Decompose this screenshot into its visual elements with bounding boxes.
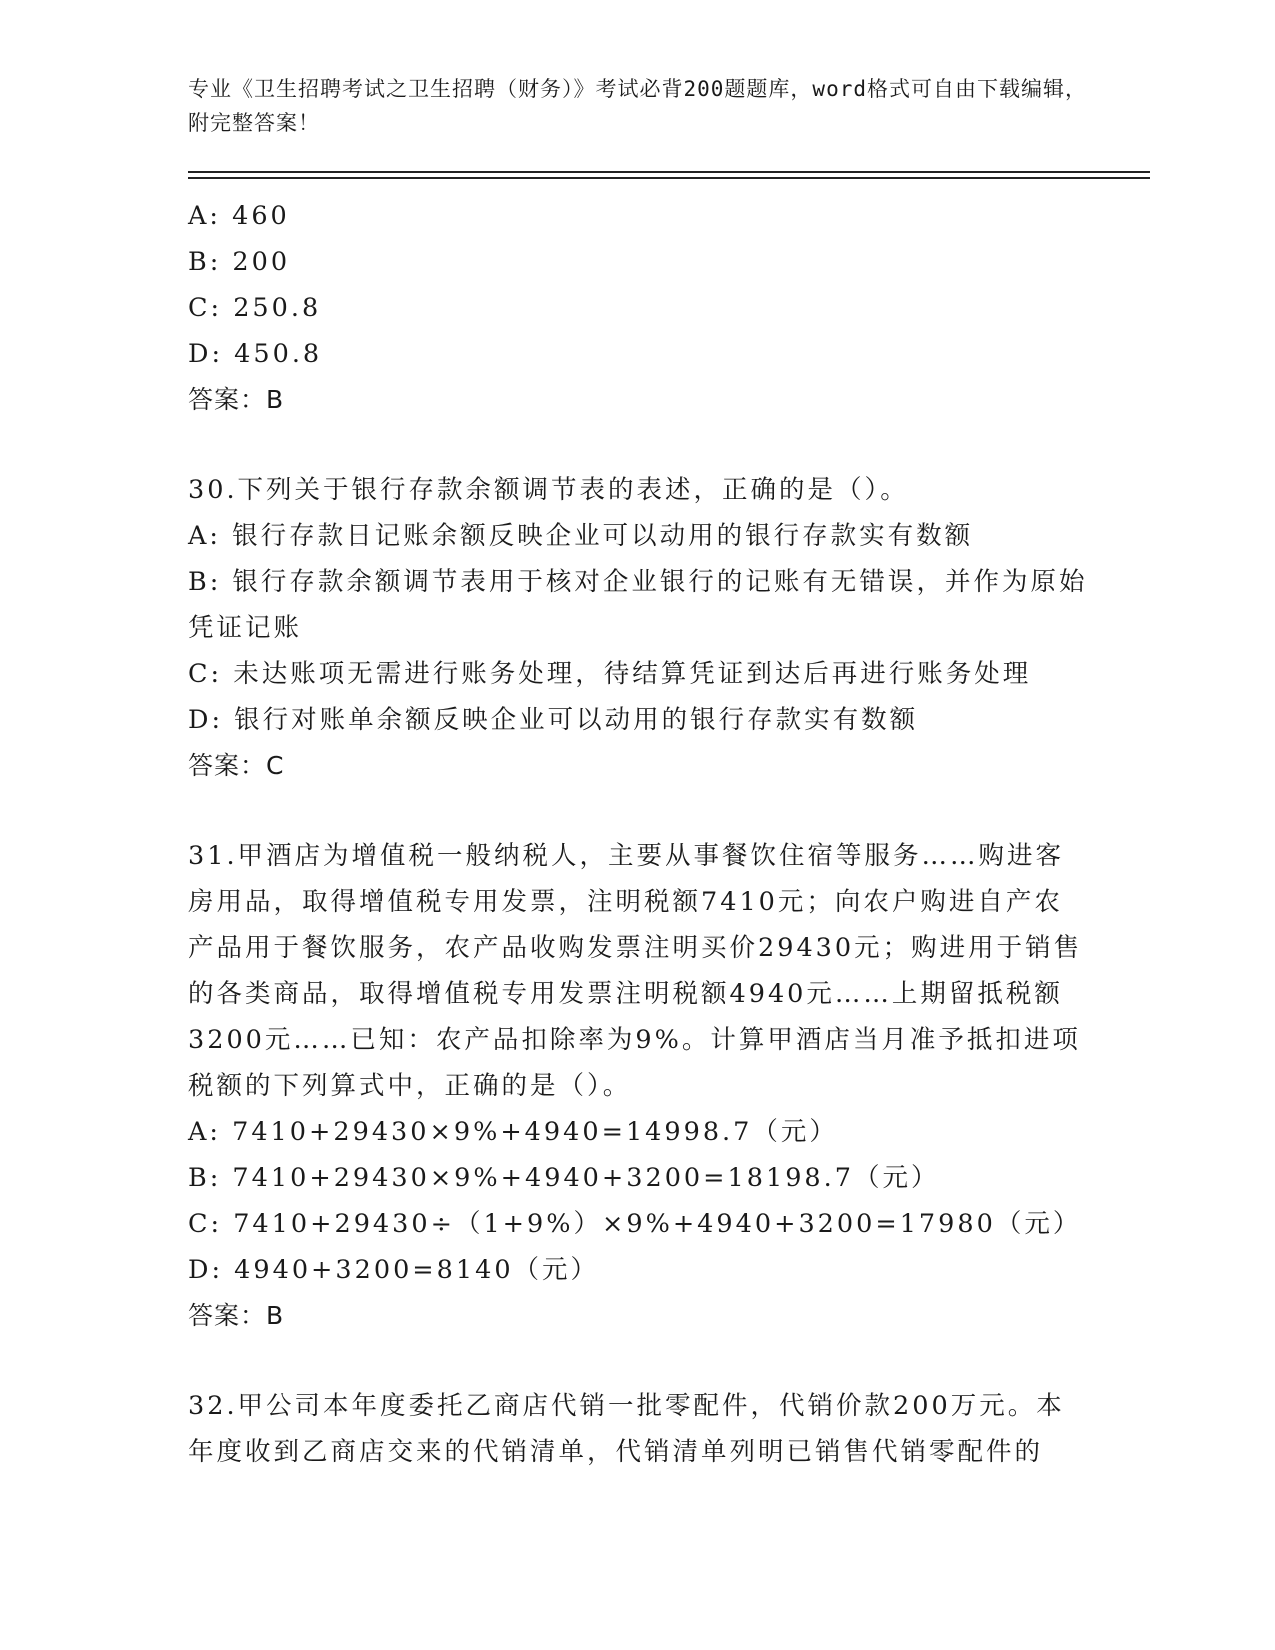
q30-answer: 答案：C: [188, 751, 285, 780]
q29-option-c: C: 250.8: [188, 293, 322, 323]
q31-option-a: A: 7410+29430×9%+4940=14998.7（元）: [188, 1117, 838, 1147]
q30-option-a: A: 银行存款日记账余额反映企业可以动用的银行存款实有数额: [188, 521, 974, 551]
question-30-block: [188, 467, 1088, 789]
document-body: [188, 193, 1088, 1475]
q31-stem: 31.甲酒店为增值税一般纳税人，主要从事餐饮住宿等服务……购进客房用品，取得增值税专用发票，注明税额7410元；向农户购进自产农产品用于餐饮服务，农产品收购发票注明买价29430元；购进用于销售的各类商品，取得增值税专用发票注明税额4940元……上期留抵税额3200元……已知：农产品扣除率为9%。计算甲酒店当月准予抵扣进项税额的下列算式中，正确的是（）。: [188, 841, 1083, 1101]
q29-option-d: D: 450.8: [188, 339, 323, 369]
q31-answer: 答案：B: [188, 1301, 285, 1330]
q29-option-b: B: 200: [188, 247, 291, 277]
document-header: 专业《卫生招聘考试之卫生招聘（财务）》考试必背200题题库，word格式可自由下载编辑，附完整答案！: [188, 77, 1087, 135]
header-rule-bottom: [188, 177, 1150, 179]
q30-stem: 30.下列关于银行存款余额调节表的表述，正确的是（）。: [188, 475, 909, 505]
q32-stem: 32.甲公司本年度委托乙商店代销一批零配件，代销价款200万元。本年度收到乙商店交来的代销清单，代销清单列明已销售代销零配件的: [188, 1391, 1065, 1467]
question-31-block: [188, 833, 1088, 1339]
q29-answer: 答案：B: [188, 385, 285, 414]
q31-option-b: B: 7410+29430×9%+4940+3200=18198.7（元）: [188, 1163, 940, 1193]
question-29-block: [188, 193, 1088, 423]
q31-option-d: D: 4940+3200=8140（元）: [188, 1255, 600, 1285]
q30-option-b: B: 银行存款余额调节表用于核对企业银行的记账有无错误，并作为原始凭证记账: [188, 567, 1088, 643]
q30-option-c: C: 未达账项无需进行账务处理，待结算凭证到达后再进行账务处理: [188, 659, 1032, 689]
q29-option-a: A: 460: [188, 201, 290, 231]
q30-option-d: D: 银行对账单余额反映企业可以动用的银行存款实有数额: [188, 705, 919, 735]
header-rule-top: [188, 171, 1150, 173]
question-32-block: [188, 1383, 1088, 1475]
q31-option-c: C: 7410+29430÷（1+9%）×9%+4940+3200=17980（元）: [188, 1209, 1082, 1239]
